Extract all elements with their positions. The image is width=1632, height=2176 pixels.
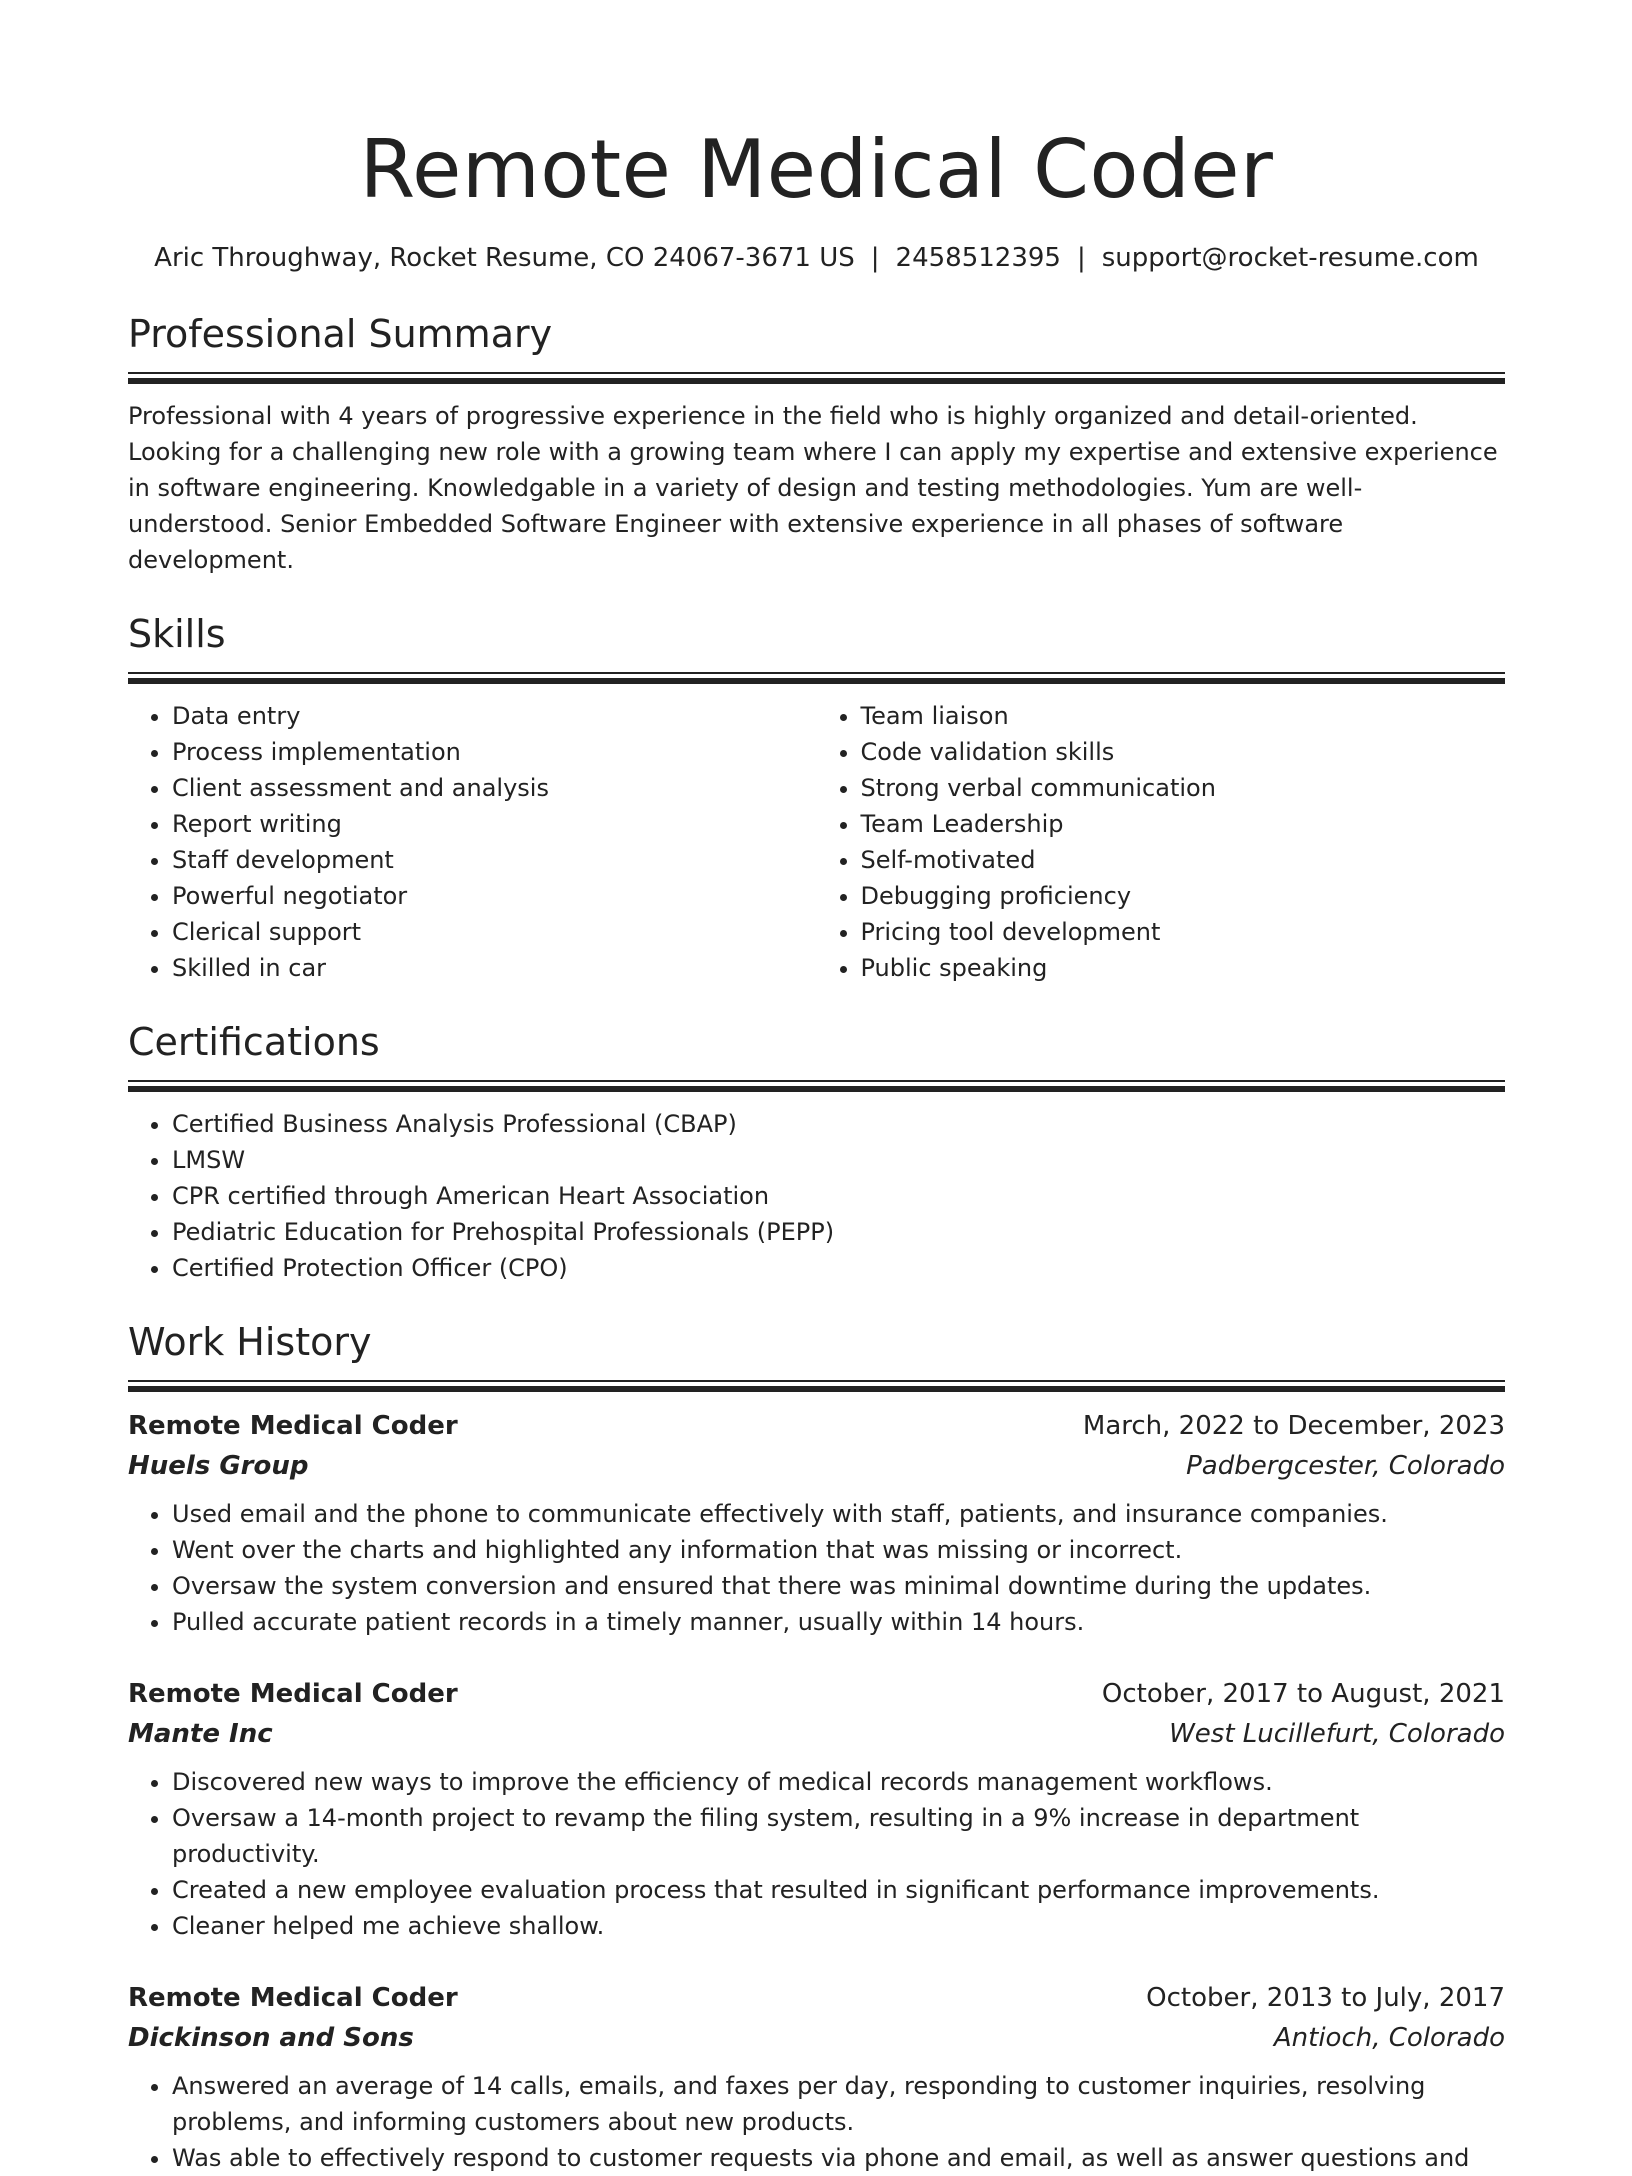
skills-grid (128, 698, 1505, 986)
job-subheader (128, 2018, 1505, 2058)
job-bullet: • Discovered new ways to improve the efficiency of medical records management workflows. (172, 1764, 1505, 1800)
skill-item: • Process implementation (172, 734, 817, 770)
skills-section (128, 608, 1505, 986)
certification-item: • LMSW (172, 1142, 1505, 1178)
certifications-section (128, 1016, 1505, 1286)
job-bullet: • Oversaw a 14-month project to revamp the filing system, resulting in a 9% increase in department productivity. (172, 1800, 1505, 1872)
job-title: Remote Medical Coder (128, 1983, 458, 2013)
skill-item: • Team Leadership (861, 806, 1506, 842)
skill-item: • Pricing tool development (861, 914, 1506, 950)
skill-item: • Client assessment and analysis (172, 770, 817, 806)
contact-address: Aric Throughway, Rocket Resume, CO 24067-3671 US (154, 243, 855, 273)
contact-email: support@rocket-resume.com (1101, 243, 1479, 273)
job-location: Padbergcester, Colorado (1186, 1451, 1505, 1481)
job-bullets (128, 1496, 1505, 1640)
skill-item: • Public speaking (861, 950, 1506, 986)
job-bullet: • Was able to effectively respond to customer requests via phone and email, as well as answer questions and (172, 2140, 1505, 2176)
job-company: Dickinson and Sons (128, 2023, 414, 2053)
job-entry (128, 1978, 1505, 2176)
summary-section (128, 308, 1505, 578)
job-entry (128, 1406, 1505, 1640)
contact-separator: | (1076, 243, 1086, 273)
job-title: Remote Medical Coder (128, 1679, 458, 1709)
certification-item: • Certified Business Analysis Professional (CBAP) (172, 1106, 1505, 1142)
job-bullet: • Created a new employee evaluation process that resulted in significant performance improvements. (172, 1872, 1505, 1908)
certification-item: • Certified Protection Officer (CPO) (172, 1250, 1505, 1286)
job-dates: October, 2017 to August, 2021 (1101, 1679, 1505, 1709)
job-company: Mante Inc (128, 1719, 273, 1749)
skill-item: • Self-motivated (861, 842, 1506, 878)
section-divider (128, 672, 1505, 684)
job-title: Remote Medical Coder (128, 1411, 458, 1441)
certifications-heading: Certifications (128, 1020, 380, 1064)
job-bullet: • Pulled accurate patient records in a timely manner, usually within 14 hours. (172, 1604, 1505, 1640)
skills-list-left (128, 698, 817, 986)
skill-item: • Strong verbal communication (861, 770, 1506, 806)
resume-title: Remote Medical Coder (359, 123, 1274, 216)
job-entry (128, 1674, 1505, 1944)
section-divider (128, 372, 1505, 384)
skill-item: • Staff development (172, 842, 817, 878)
certification-item: • Pediatric Education for Prehospital Professionals (PEPP) (172, 1214, 1505, 1250)
skill-item: • Code validation skills (861, 734, 1506, 770)
skill-item: • Powerful negotiator (172, 878, 817, 914)
section-divider (128, 1080, 1505, 1092)
skill-item: • Skilled in car (172, 950, 817, 986)
job-bullet: • Went over the charts and highlighted any information that was missing or incorrect. (172, 1532, 1505, 1568)
job-subheader (128, 1446, 1505, 1486)
work-history-heading: Work History (128, 1320, 372, 1364)
job-header (128, 1406, 1505, 1446)
job-location: Antioch, Colorado (1273, 2023, 1505, 2053)
skill-item: • Debugging proficiency (861, 878, 1506, 914)
job-bullet: • Answered an average of 14 calls, emails, and faxes per day, responding to customer inquiries, resolving problems, and informing customers about new products. (172, 2068, 1505, 2140)
section-divider (128, 1380, 1505, 1392)
skill-item: • Data entry (172, 698, 817, 734)
summary-text: Professional with 4 years of progressive experience in the field who is highly organized and detail-oriented. Looking for a challenging new role with a growing team where I can apply my expertise and extensive experience in software engineering. Knowledgable in a variety of design and testing methodologies. Yum are well-understood. Senior Embedded Software Engineer with extensive experience in all phases of software development. (128, 402, 1498, 574)
skill-item: • Clerical support (172, 914, 817, 950)
job-header (128, 1674, 1505, 1714)
summary-heading: Professional Summary (128, 312, 553, 356)
job-company: Huels Group (128, 1451, 309, 1481)
job-location: West Lucillefurt, Colorado (1169, 1719, 1505, 1749)
job-bullets (128, 1764, 1505, 1944)
skill-item: • Team liaison (861, 698, 1506, 734)
certifications-list (128, 1106, 1505, 1286)
skills-list-right (817, 698, 1506, 986)
job-bullets (128, 2068, 1505, 2176)
job-bullet: • Used email and the phone to communicate effectively with staff, patients, and insurance companies. (172, 1496, 1505, 1532)
job-dates: March, 2022 to December, 2023 (1082, 1411, 1505, 1441)
job-bullet: • Oversaw the system conversion and ensured that there was minimal downtime during the updates. (172, 1568, 1505, 1604)
skills-heading: Skills (128, 612, 226, 656)
job-dates: October, 2013 to July, 2017 (1146, 1983, 1505, 2013)
job-bullet: • Cleaner helped me achieve shallow. (172, 1908, 1505, 1944)
job-header (128, 1978, 1505, 2018)
contact-separator: | (870, 243, 880, 273)
job-subheader (128, 1714, 1505, 1754)
certification-item: • CPR certified through American Heart Association (172, 1178, 1505, 1214)
contact-phone: 2458512395 (895, 243, 1061, 273)
contact-line (128, 240, 1505, 276)
resume-page (128, 0, 1505, 2176)
work-history-section (128, 1316, 1505, 2176)
skill-item: • Report writing (172, 806, 817, 842)
